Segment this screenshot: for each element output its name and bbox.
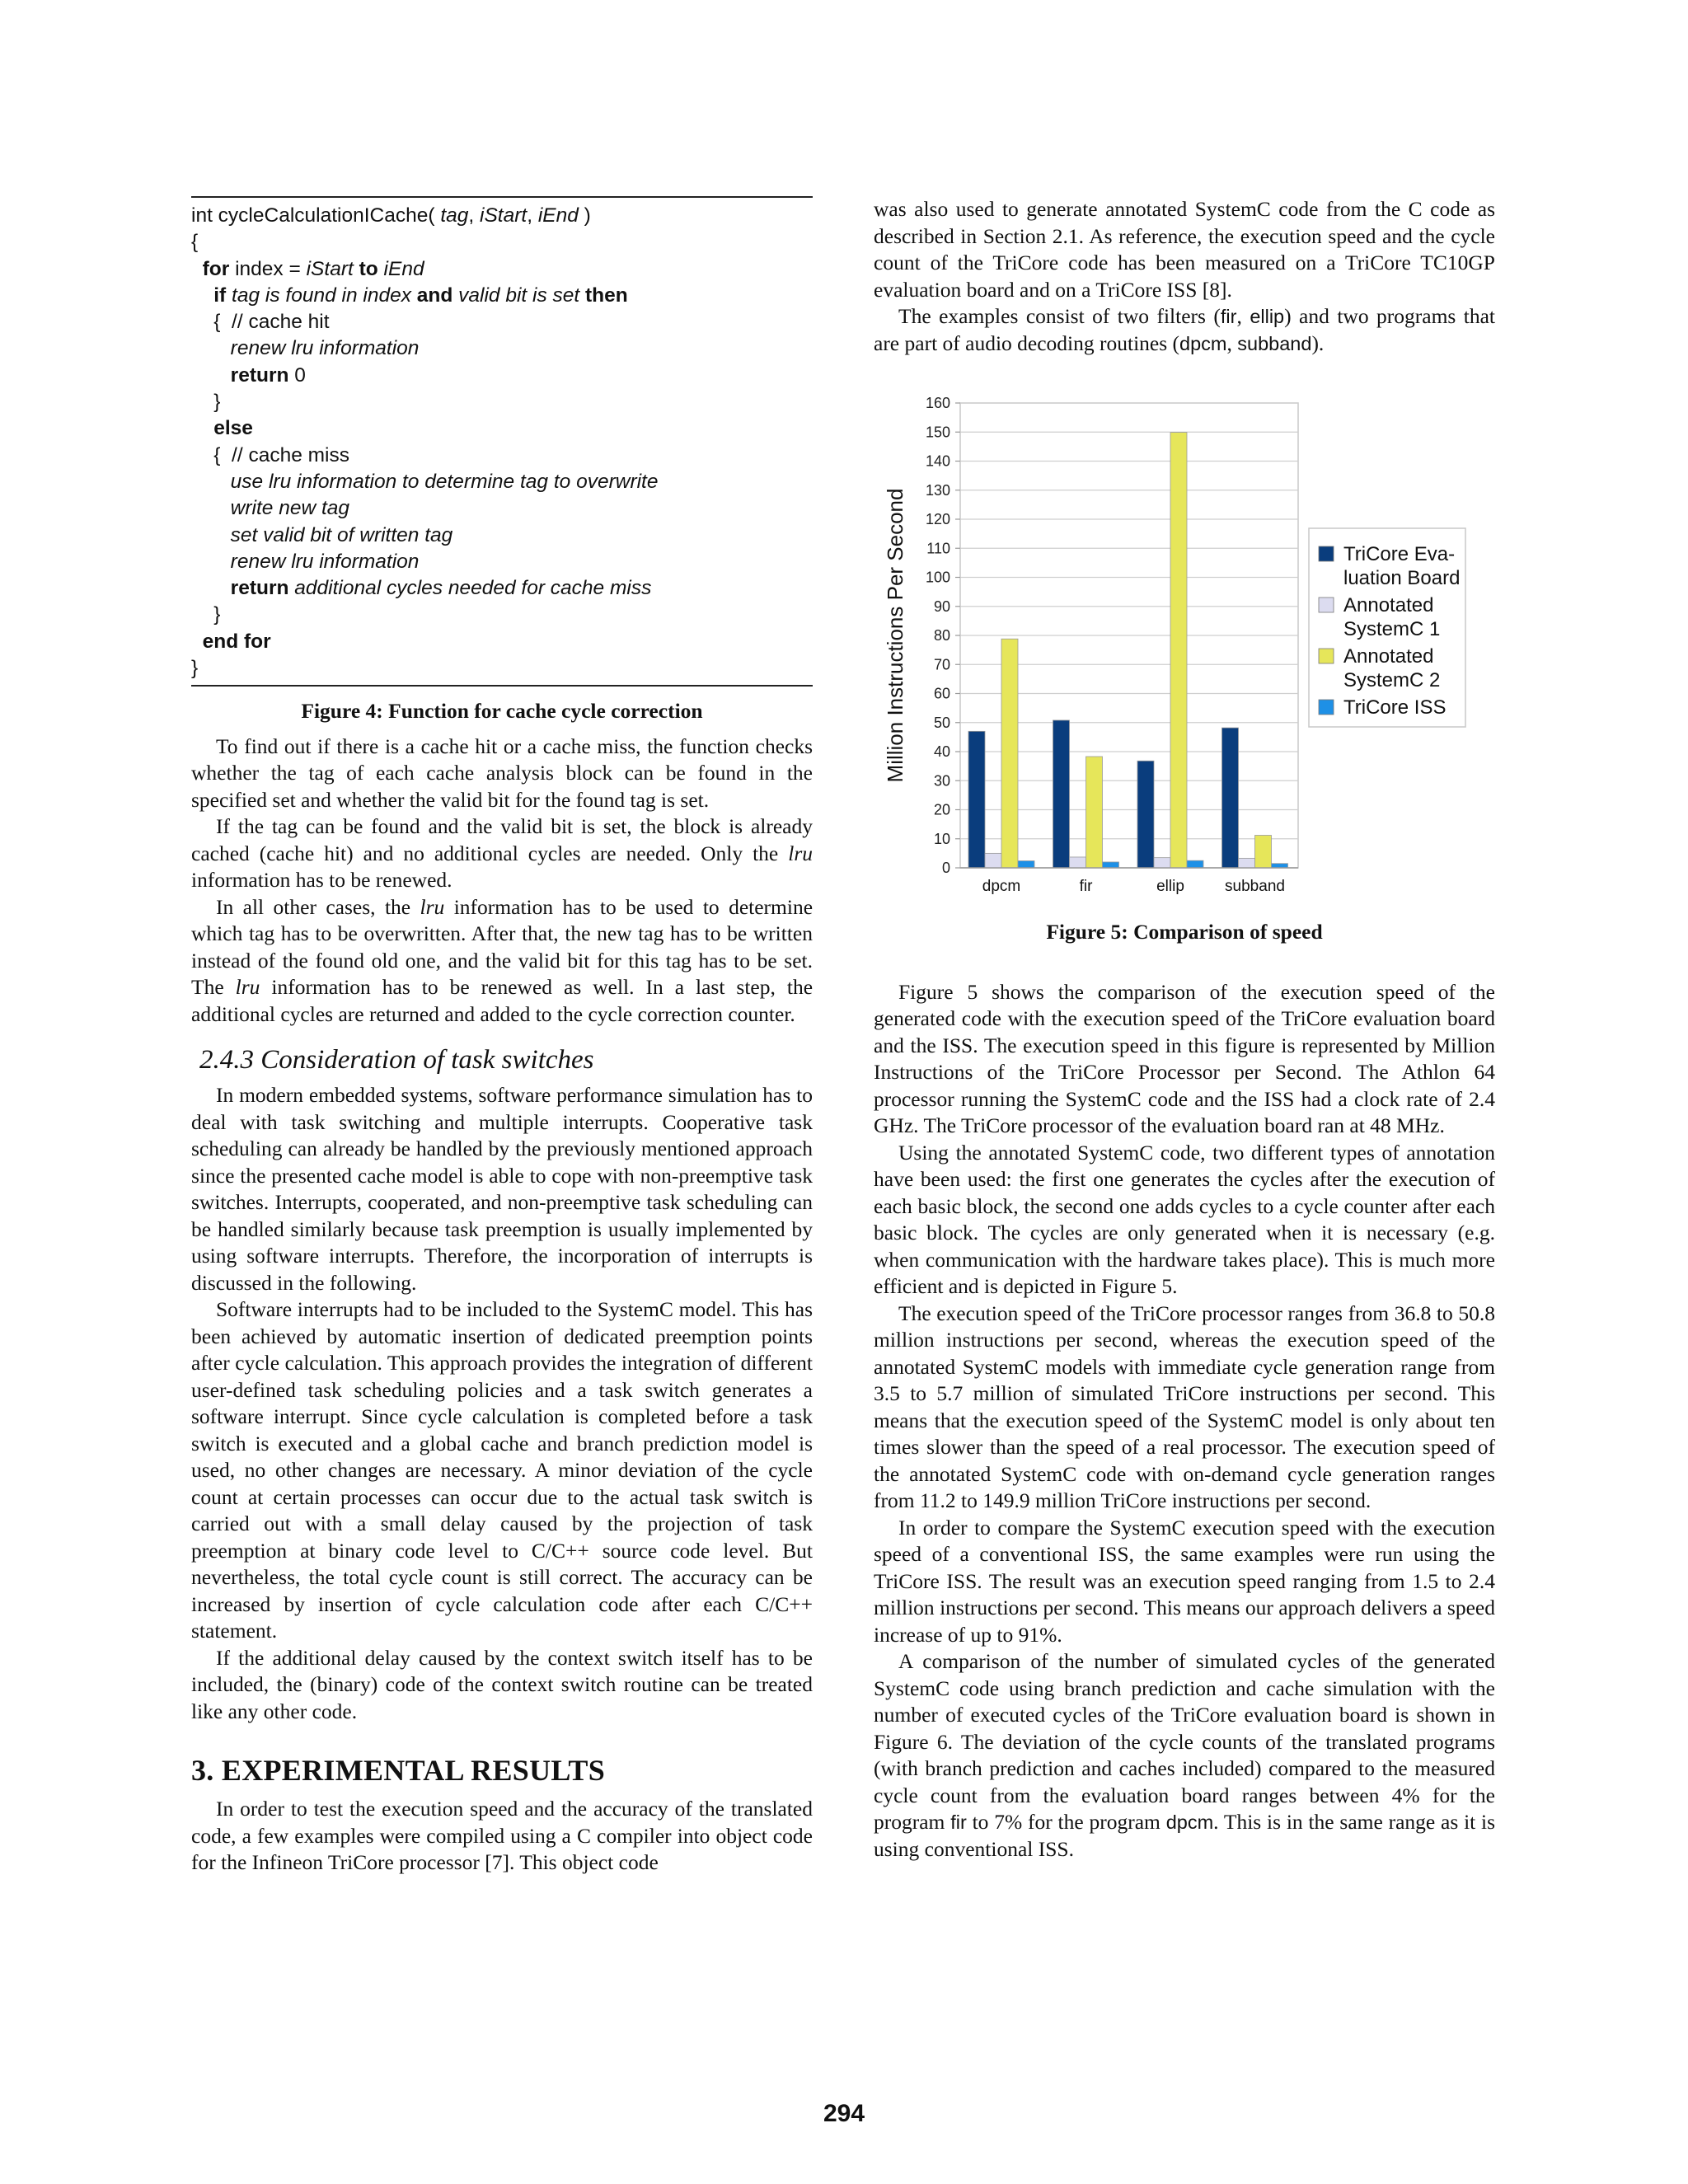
bar-subband-series-1 [1222, 728, 1239, 868]
y-tick-label: 150 [925, 424, 950, 441]
left-paragraph-2: If the tag can be found and the valid bit is set, the block is already cached (cache hit) and no additional cycles are needed. Only the lru information has to be renewed. [191, 814, 813, 893]
bar-fir-series-3 [1086, 757, 1103, 868]
figure5-caption: Figure 5: Comparison of speed [1046, 920, 1323, 944]
legend-swatch-series-4 [1319, 700, 1334, 715]
bar-ellip-series-3 [1170, 433, 1187, 868]
figure4-caption: Figure 4: Function for cache cycle correction [301, 699, 703, 724]
right-paragraph-2: The examples consist of two filters (fir, ellip) and two programs that are part of audio decoding routines (dpcm, subband). [874, 304, 1496, 355]
y-tick-label: 20 [933, 801, 950, 818]
left-paragraph-4: In modern embedded systems, software performance simulation has to deal with task switching and multiple interrupts. Cooperative task scheduling can already be handled by the previously mentioned approach since the presented cache model is able to cope with non-preemptive task switches. Interrupts, cooperated, and non-preemptive task scheduling can be handled similarly because task preemption is usually implemented by using software interrupts. Therefore, the incorporation of interrupts is discussed in the following. [191, 1083, 813, 1295]
figure5-chart [874, 390, 1495, 926]
bar-fir-series-1 [1053, 720, 1070, 868]
code-line-5: { // cache hit [213, 311, 330, 334]
code-line-6: renew lru information [230, 337, 420, 360]
x-tick-label: ellip [1156, 878, 1184, 895]
code-line-3: for index = iStart to iEnd [202, 257, 424, 280]
y-tick-label: 10 [933, 830, 950, 847]
bar-subband-series-3 [1255, 836, 1272, 868]
left-paragraph-3: In all other cases, the lru information has to be used to determine which tag has to be overwritten. After that, the new tag has to be written instead of the found old one, and the valid bit for this tag has to be set. The lru information has to be renewed as well. In a last step, the additional cycles are returned and added to the cycle correction counter. [191, 894, 814, 1026]
legend-swatch-series-3 [1319, 649, 1334, 663]
bar-fir-series-2 [1070, 857, 1086, 868]
figure4-code-listing [191, 198, 813, 685]
left-paragraph-6: If the additional delay caused by the context switch itself has to be included, the (binary) code of the context switch routine can be treated like any other code. [191, 1645, 813, 1723]
right-column [874, 196, 1495, 1863]
legend-label: TriCore Eva- [1343, 543, 1456, 565]
code-line-11: use lru information to determine tag to overwrite [230, 470, 659, 493]
code-line-7: return 0 [230, 363, 306, 387]
y-tick-label: 160 [925, 395, 950, 411]
figure4-bottom-rule [191, 685, 813, 687]
y-tick-label: 120 [925, 511, 950, 527]
code-line-4: if tag is found in index and valid bit is set then [213, 284, 628, 307]
right-paragraph-5: The execution speed of the TriCore processor ranges from 36.8 to 50.8 million instructions per second, whereas the execution speed of the annotated SystemC models with immediate cycle generation range from 3.5 to 5.7 million of simulated TriCore instructions per second. This means that the execution speed of the SystemC model is only about ten times slower than the speed of a real processor. The execution speed of the annotated SystemC code with on-demand cycle generation ranges from 11.2 to 149.9 million TriCore instructions per second. [874, 1301, 1495, 1512]
legend-label: luation Board [1343, 567, 1461, 589]
figure5-chart-svg [874, 390, 1495, 926]
right-paragraph-7: A comparison of the number of simulated cycles of the generated SystemC code using branch prediction and cache simulation with the number of executed cycles of the TriCore evaluation board is shown in Figure 6. The deviation of the cycle counts of the translated programs (with branch prediction and caches included) compared to the measured cycle count from the evaluation board ranges between 4% for the program fir to 7% for the program dpcm. This is in the same range as it is using conventional ISS. [874, 1649, 1496, 1861]
code-line-1: int cycleCalculationICache( tag, iStart, iEnd ) [191, 204, 591, 227]
y-tick-label: 70 [933, 656, 950, 673]
bar-dpcm-series-1 [968, 731, 985, 868]
y-tick-label: 30 [933, 772, 950, 790]
bar-ellip-series-1 [1137, 761, 1154, 868]
x-tick-label: fir [1079, 878, 1093, 895]
bar-ellip-series-2 [1154, 858, 1170, 868]
y-tick-label: 110 [926, 540, 950, 557]
bar-fir-series-4 [1103, 862, 1119, 868]
code-line-16: } [213, 603, 221, 626]
code-line-8: } [213, 391, 221, 414]
y-tick-label: 140 [925, 452, 950, 470]
page-number: 294 [823, 2100, 865, 2127]
legend-swatch-series-2 [1319, 598, 1334, 612]
code-line-18: } [191, 657, 199, 680]
right-paragraph-3: Figure 5 shows the comparison of the execution speed of the generated code with the execution speed of the TriCore evaluation board and the ISS. The execution speed in this figure is represented by Million Instructions of the TriCore Processor per Second. The Athlon 64 processor running the SystemC code and the ISS had a clock rate of 2.4 GHz. The TriCore processor of the evaluation board ran at 48 MHz. [874, 979, 1495, 1137]
subsection-heading: 2.4.3 Consideration of task switches [199, 1045, 594, 1076]
code-line-13: set valid bit of written tag [230, 523, 453, 546]
y-tick-label: 100 [925, 569, 950, 586]
bar-ellip-series-4 [1187, 860, 1203, 868]
x-tick-label: subband [1225, 878, 1285, 895]
legend-label: TriCore ISS [1343, 696, 1447, 719]
right-paragraph-1: was also used to generate annotated SystemC code from the C code as described in Section 2.1. As reference, the execution speed and the cycle count of the TriCore code has been measured on a TriCore TC10GP evaluation board and on a TriCore ISS [8]. [874, 197, 1495, 302]
legend-label: Annotated [1343, 645, 1434, 668]
y-tick-label: 0 [941, 860, 950, 876]
y-tick-label: 80 [933, 627, 950, 644]
y-axis-label: Million Instructions Per Second [883, 488, 907, 783]
code-line-2: { [191, 231, 199, 254]
y-tick-label: 50 [933, 714, 950, 731]
right-paragraph-4: Using the annotated SystemC code, two different types of annotation have been used: the first one generates the cycles after the execution of each basic block, the second one adds cycles to a cycle counter after each basic block. The cycles are only generated when it is necessary (e.g. when communication with the hardware takes place). This is much more efficient and is depicted in Figure 5. [874, 1140, 1495, 1298]
code-line-10: { // cache miss [213, 443, 349, 466]
left-column [191, 196, 813, 1877]
bar-subband-series-4 [1272, 864, 1288, 868]
left-paragraph-1: To find out if there is a cache hit or a cache miss, the function checks whether the tag of each cache analysis block can be found in the specified set and whether the valid bit for the found tag is set. [191, 733, 813, 812]
x-tick-label: dpcm [982, 878, 1021, 895]
code-line-9: else [213, 417, 253, 440]
y-tick-label: 90 [933, 598, 950, 615]
bar-subband-series-2 [1239, 858, 1255, 868]
left-paragraph-5: Software interrupts had to be included to the SystemC model. This has been achieved by automatic insertion of dedicated preemption points after cycle calculation. This approach provides the integration of different user-defined task scheduling policies and a task switch generates a software interrupt. Since cycle calculation is completed before a task switch is executed and a global cache and branch prediction model is used, no other changes are necessary. A minor deviation of the cycle count at certain processes can occur due to the actual task switch is carried out with a small delay caused by the projection of task preemption at binary code level to C/C++ source code level. But nevertheless, the total cycle count is still correct. The accuracy can be increased by insertion of cycle calculation code after each C/C++ statement. [191, 1297, 813, 1643]
y-tick-label: 60 [933, 685, 950, 702]
code-line-14: renew lru information [230, 550, 420, 573]
bar-dpcm-series-3 [1001, 639, 1018, 868]
bar-dpcm-series-4 [1018, 861, 1034, 868]
section-heading: 3. EXPERIMENTAL RESULTS [191, 1754, 606, 1788]
y-tick-label: 40 [933, 743, 950, 760]
code-line-15: return additional cycles needed for cache miss [230, 577, 652, 600]
legend-label: SystemC 1 [1343, 618, 1441, 640]
bar-dpcm-series-2 [985, 853, 1001, 868]
code-line-17: end for [202, 630, 271, 653]
legend-swatch-series-1 [1319, 546, 1334, 561]
legend-label: Annotated [1343, 594, 1434, 616]
legend-label: SystemC 2 [1343, 669, 1441, 691]
right-paragraph-6: In order to compare the SystemC execution speed with the execution speed of a conventional ISS, the same examples were run using the TriCore ISS. The result was an execution speed ranging from 1.5 to 2.4 million instructions per second. This means our approach delivers a speed increase of up to 91%. [874, 1515, 1495, 1647]
y-tick-label: 130 [925, 481, 950, 499]
left-paragraph-7: In order to test the execution speed and the accuracy of the translated code, a few examples were compiled using a C compiler into object code for the Infineon TriCore processor [7]. This object code [191, 1797, 813, 1875]
code-line-12: write new tag [230, 497, 350, 520]
